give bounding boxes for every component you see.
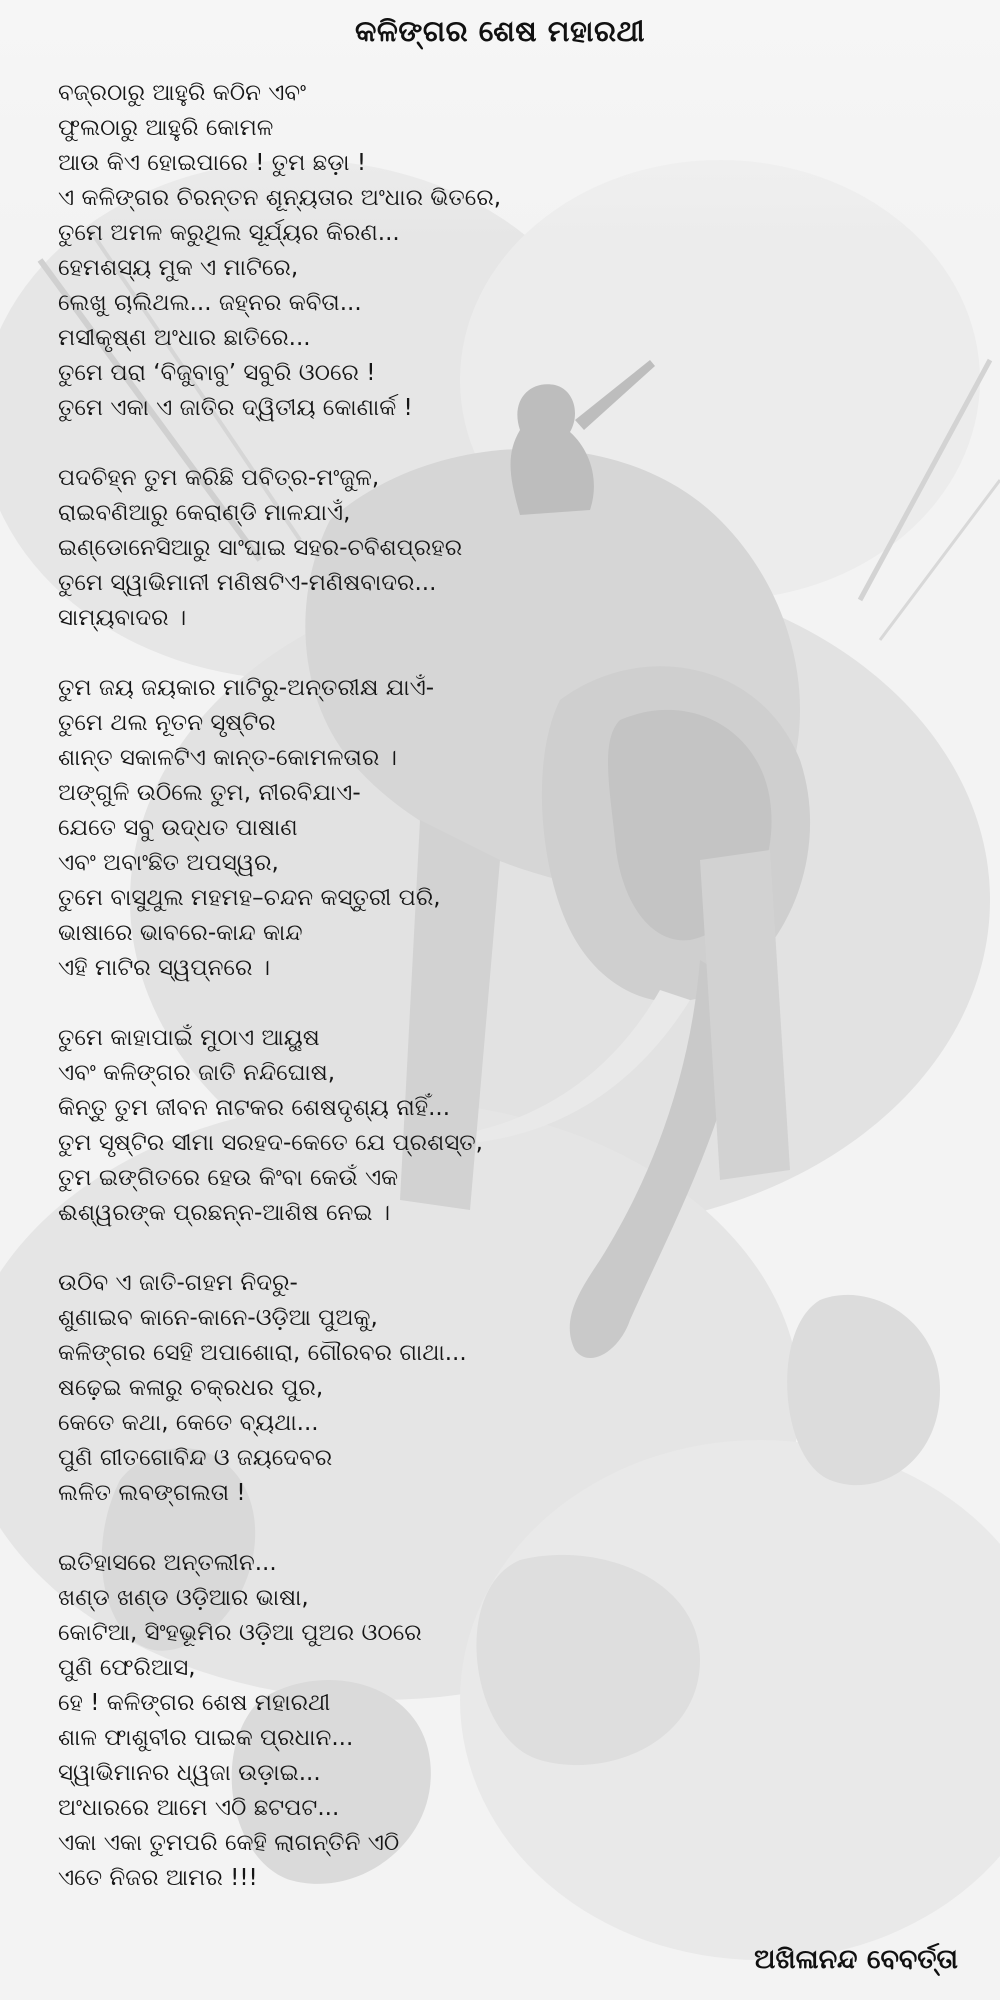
poem-line: ଅଙ୍ଗୁଳି ଉଠିଲେ ତୁମ, ନୀରବିଯାଏ- xyxy=(58,780,361,806)
poem-line: କୋଟିଆ, ସିଂହଭୂମିର ଓଡ଼ିଆ ପୁଅର ଓଠରେ xyxy=(58,1620,422,1646)
stanza-2 xyxy=(58,461,678,636)
poem-line: ଏହି ମାଟିର ସ୍ୱପ୍ନରେ । xyxy=(58,955,271,981)
stanza-1 xyxy=(58,76,678,426)
poem-line: ଅଂଧାରରେ ଆମେ ଏଠି ଛଟପଟ... xyxy=(58,1795,340,1821)
poem-line: ଏ କଳିଙ୍ଗର ଚିରନ୍ତନ ଶୂନ୍ୟତାର ଅଂଧାର ଭିତରେ, xyxy=(58,185,502,211)
poem-line: ତୁମେ ବାସୁଥୁଲ ମହମହ–ଚନ୍ଦନ କସ୍ତୁରୀ ପରି, xyxy=(58,885,441,911)
poem-line: ମସୀକୃଷ୍ଣ ଅଂଧାର ଛାତିରେ... xyxy=(58,325,311,351)
stanza-6 xyxy=(58,1546,678,1896)
poem-line: କେତେ କଥା, କେତେ ବ୍ୟଥା... xyxy=(58,1410,319,1436)
poem-line: ତୁମେ କାହାପାଇଁ ମୁଠାଏ ଆୟୁଷ xyxy=(58,1025,320,1051)
poem-line: ଯେତେ ସବୁ ଉଦ୍ଧତ ପାଷାଣ xyxy=(58,815,298,841)
poem-line: ଶାନ୍ତ ସକାଳଟିଏ କାନ୍ତ-କୋମଳତାର । xyxy=(58,745,397,771)
poem-title: କଳିଙ୍ଗର ଶେଷ ମହାରଥୀ xyxy=(354,14,646,48)
poem-line: ଉଠିବ ଏ ଜାତି-ଗହମ ନିଦରୁ- xyxy=(58,1270,298,1296)
poem-line: ଏତେ ନିଜର ଆମର !!! xyxy=(58,1865,258,1891)
poem-line: ତୁମ ଜୟ ଜୟକାର ମାଟିରୁ-ଅନ୍ତରୀକ୍ଷ ଯାଏଁ- xyxy=(58,675,435,701)
poem-line: ତୁମେ ପରା ‘ବିଜୁବାବୁ’ ସବୁରି ଓଠରେ ! xyxy=(58,360,376,386)
stanza-4 xyxy=(58,1021,678,1231)
poem-line: ଲେଖୁ ଚାଲିଥଲ... ଜହ୍ନର କବିତା... xyxy=(58,290,362,316)
poem-line: ପଦଚିହ୍ନ ତୁମ କରିଛି ପବିତ୍ର-ମଂଜୁଳ, xyxy=(58,465,380,491)
poem-line: ତୁମେ ଥଲ ନୂତନ ସୃଷ୍ଟିର xyxy=(58,710,276,736)
poem-line: ଭାଷାରେ ଭାବରେ-କାନ୍ଦ କାନ୍ଦ xyxy=(58,920,303,946)
poem-line: ଏବଂ କଳିଙ୍ଗର ଜାତି ନନ୍ଦିଘୋଷ, xyxy=(58,1060,336,1086)
poem-line: ଶାଳ ଫାଶୁବୀର ପାଇକ ପ୍ରଧାନ... xyxy=(58,1725,354,1751)
poem-line: ଏବଂ ଅବାଂଛିତ ଅପସ୍ୱର, xyxy=(58,850,279,876)
poem-line: ଈଶ୍ୱରଙ୍କ ପ୍ରଛନ୍ନ-ଆଶିଷ ନେଇ । xyxy=(58,1200,391,1226)
poem-line: ତୁମ ଇଙ୍ଗିତରେ ହେଉ କିଂବା କେଉଁ ଏକ xyxy=(58,1165,399,1191)
poem-line: ସ୍ୱାଭିମାନର ଧ୍ୱଜା ଉଡ଼ାଇ... xyxy=(58,1760,321,1786)
stanza-5 xyxy=(58,1266,678,1511)
poem-line: ଆଉ କିଏ ହୋଇପାରେ ! ତୁମ ଛଡ଼ା ! xyxy=(58,150,367,176)
poem-line: ପୁଣି ଫେରିଆସ, xyxy=(58,1655,196,1681)
poem-line: ତୁମେ ଏକା ଏ ଜାତିର ଦ୍ୱିତୀୟ କୋଣାର୍କ ! xyxy=(58,395,413,421)
poem-line: ହେ ! କଳିଙ୍ଗର ଶେଷ ମହାରଥୀ xyxy=(58,1690,331,1716)
poem-line: ଲଳିତ ଲବଙ୍ଗଲତା ! xyxy=(58,1480,246,1506)
poem-line: ବଜ୍ରଠାରୁ ଆହୁରି କଠିନ ଏବଂ xyxy=(58,80,307,106)
poem-line: ପୁଣି ଗୀତଗୋବିନ୍ଦ ଓ ଜୟଦେବର xyxy=(58,1445,333,1471)
poem-line: ଇତିହାସରେ ଅନ୍ତଲୀନ... xyxy=(58,1550,277,1576)
poem-line: ତୁମେ ଅମଳ କରୁଥିଲ ସୂର୍ଯ୍ୟର କିରଣ... xyxy=(58,220,400,246)
poem-line: ହେମଶସ୍ୟ ମୁକ ଏ ମାଟିରେ, xyxy=(58,255,299,281)
poem-line: ସାମ୍ୟବାଦର । xyxy=(58,605,187,631)
poem-line: ଷଢ଼େଇ କଳାରୁ ଚକ୍ରଧର ପୁର, xyxy=(58,1375,324,1401)
poem-author: ଅଖିଳାନନ୍ଦ ବେବର୍ତ୍ତା xyxy=(754,1944,958,1975)
poem-line: ତୁମ ସୃଷ୍ଟିର ସୀମା ସରହଦ-କେତେ ଯେ ପ୍ରଶସ୍ତ, xyxy=(58,1130,483,1156)
poem-line: ଶୁଣାଇବ କାନେ-କାନେ-ଓଡ଼ିଆ ପୁଅକୁ, xyxy=(58,1305,378,1331)
poem-line: କଳିଙ୍ଗର ସେହି ଅପାଶୋରା, ଗୌରବର ଗାଥା... xyxy=(58,1340,467,1366)
poem-line: ଏକା ଏକା ତୁମପରି କେହି ଲାଗନ୍ତିନି ଏଠି xyxy=(58,1830,400,1856)
poem-line: ତୁମେ ସ୍ୱାଭିମାନୀ ମଣିଷଟିଏ-ମଣିଷବାଦର... xyxy=(58,570,437,596)
poem-line: ଖଣ୍ଡ ଖଣ୍ଡ ଓଡ଼ିଆର ଭାଷା, xyxy=(58,1585,309,1611)
poem-body xyxy=(58,76,678,1931)
stanza-3 xyxy=(58,671,678,986)
poem-line: ଇଣ୍ଡୋନେସିଆରୁ ସାଂଘାଇ ସହର-ଚବିଶପ୍ରହର xyxy=(58,535,463,561)
poem-line: ଫୁଲଠାରୁ ଆହୁରି କୋମଳ xyxy=(58,115,274,141)
poem-line: ରାଇବଣିଆରୁ କେରାଣ୍ଡି ମାଳଯାଏଁ, xyxy=(58,500,351,526)
poem-line: କିନ୍ତୁ ତୁମ ଜୀବନ ନାଟକର ଶେଷଦୃଶ୍ୟ ନାହିଁ... xyxy=(58,1095,451,1121)
